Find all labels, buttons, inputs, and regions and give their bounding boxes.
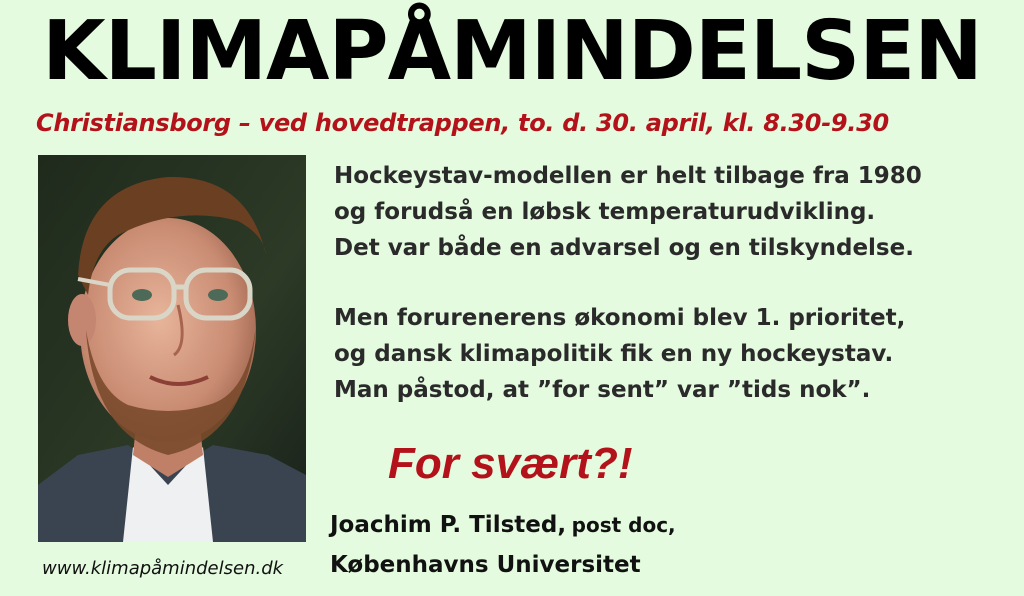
paragraph-line: Man påstod, at ”for sent” var ”tids nok”. — [334, 377, 871, 403]
paragraph-line: Men forurenerens økonomi blev 1. prioritet, — [334, 305, 906, 331]
second-paragraph — [334, 300, 1014, 408]
intro-paragraph — [334, 158, 1014, 266]
paragraph-line: og dansk klimapolitik fik en ny hockeystav. — [334, 341, 894, 367]
speaker-credit — [330, 506, 676, 584]
paragraph-line: og forudså en løbsk temperaturudvikling. — [334, 199, 876, 225]
speaker-name: Joachim P. Tilsted, — [330, 512, 567, 538]
website-url: www.klimapåmindelsen.dk — [42, 558, 284, 579]
event-title: KLIMAPÅMINDELSEN — [42, 4, 982, 99]
paragraph-line: Det var både en advarsel og en tilskyndelse. — [334, 235, 914, 261]
speaker-institution: Københavns Universitet — [330, 552, 641, 578]
event-details: Christiansborg – ved hovedtrappen, to. d. 30. april, kl. 8.30-9.30 — [36, 109, 889, 137]
callout-question: For svært?! — [388, 439, 633, 488]
paragraph-line: Hockeystav-modellen er helt tilbage fra 1980 — [334, 163, 922, 189]
speaker-role: post doc, — [571, 513, 676, 537]
speaker-portrait — [38, 155, 306, 542]
